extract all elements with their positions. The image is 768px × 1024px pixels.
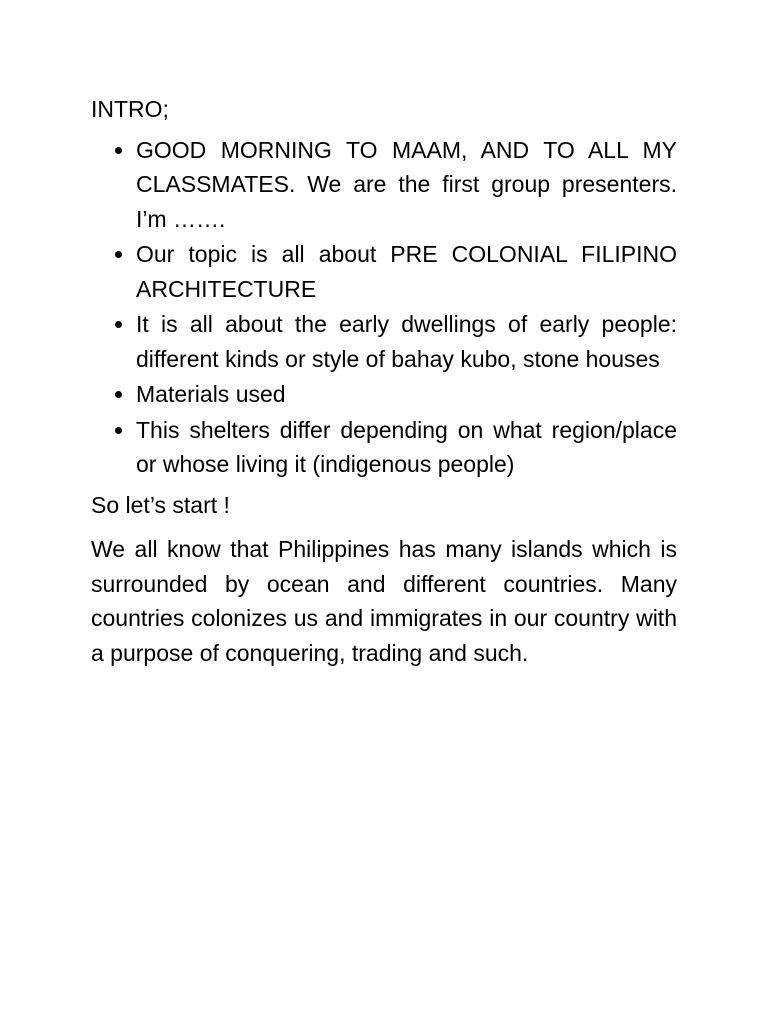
list-item-text: Our topic is all about PRE COLONIAL FILIPINO ARCHITECTURE	[136, 241, 677, 302]
bullet-icon	[115, 391, 122, 398]
bullet-icon	[115, 147, 122, 154]
list-item	[91, 307, 677, 376]
intro-bullet-list	[91, 133, 677, 482]
document-page	[91, 92, 677, 680]
list-item	[91, 377, 677, 412]
list-item	[91, 413, 677, 482]
list-item-text: GOOD MORNING TO MAAM, AND TO ALL MY CLASSMATES. We are the first group presenters. I’m …….	[136, 136, 677, 232]
list-item	[91, 237, 677, 306]
intro-heading: INTRO;	[91, 96, 169, 122]
list-item-text: This shelters differ depending on what region/place or whose living it (indigenous people)	[136, 416, 677, 477]
body-paragraph: We all know that Philippines has many islands which is surrounded by ocean and different countries. Many countries colonizes us and immigrates in our country with a purpose of conquering, trading and such.	[91, 536, 677, 666]
list-item-text: It is all about the early dwellings of early people: different kinds or style of bahay kubo, stone houses	[136, 311, 677, 372]
bullet-icon	[115, 321, 122, 328]
bullet-icon	[115, 251, 122, 258]
bullet-icon	[115, 427, 122, 434]
list-item	[91, 133, 677, 237]
list-item-text: Materials used	[136, 381, 286, 407]
start-line: So let’s start !	[91, 491, 230, 518]
